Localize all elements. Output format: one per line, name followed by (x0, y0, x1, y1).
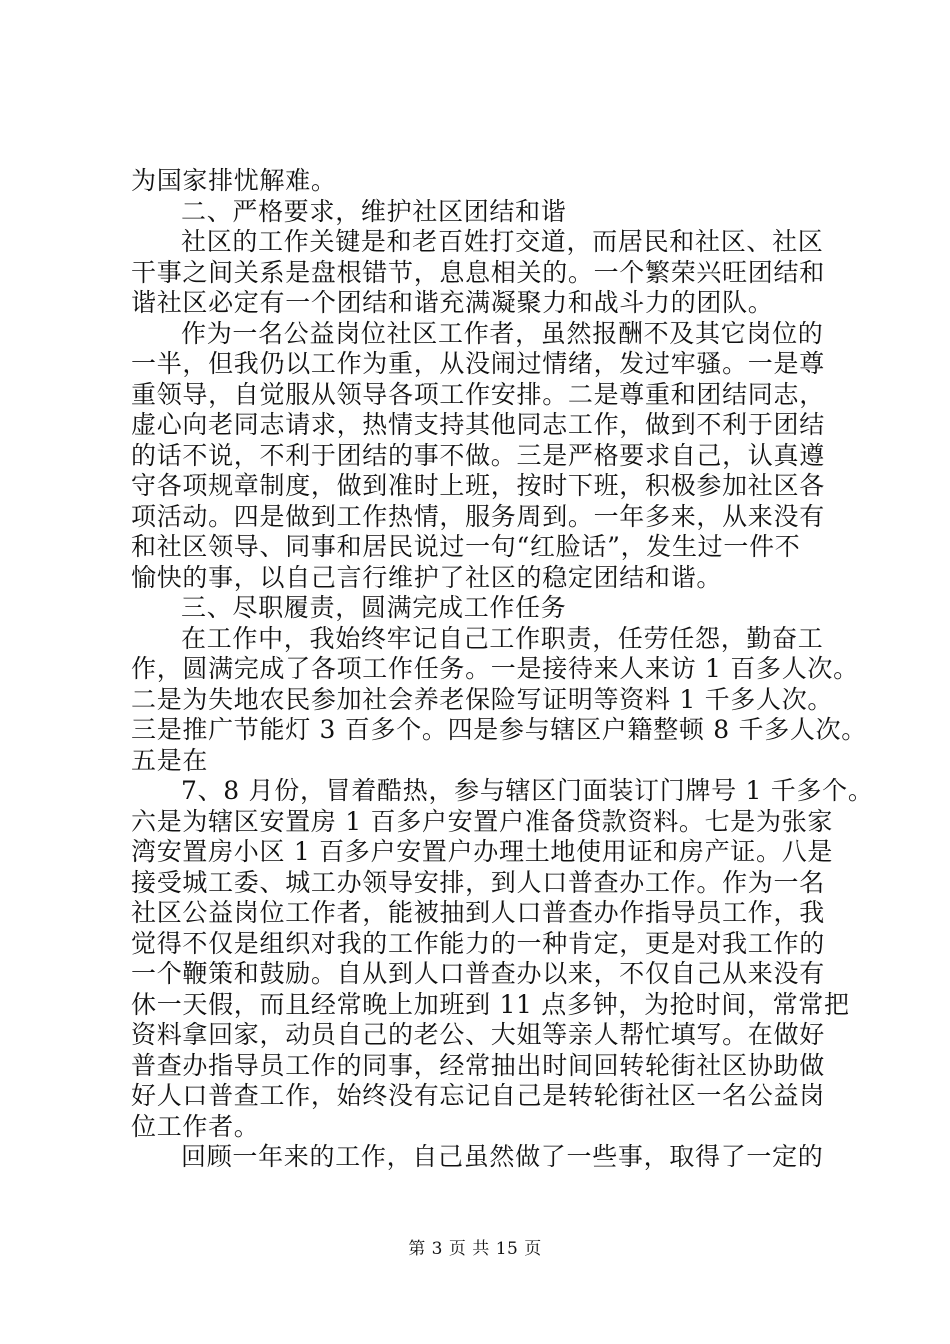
text-line: 二是为失地农民参加社会养老保险写证明等资料 1 千多人次。 (131, 684, 834, 714)
text-line: 为国家排忧解难。 (131, 166, 337, 195)
text-line: 六是为辖区安置房 1 百多户安置户准备贷款资料。七是为张家 (131, 806, 834, 836)
text-line: 项活动。四是做到工作热情，服务周到。一年多来，从来没有 (131, 501, 825, 531)
text-line: 普查办指导员工作的同事，经常抽出时间回转轮街社区协助做 (131, 1050, 825, 1080)
text-line: 回顾一年来的工作，自己虽然做了一些事，取得了一定的 (181, 1142, 824, 1171)
section-heading: 三、尽职履责，圆满完成工作任务 (181, 593, 567, 622)
text-line: 社区的工作关键是和老百姓打交道，而居民和社区、社区 (181, 227, 824, 256)
document-body (131, 166, 874, 1173)
text-line: 三是推广节能灯 3 百多个。四是参与辖区户籍整顿 8 千多人次。 (131, 715, 868, 744)
text-line: 资料拿回家，动员自己的老公、大姐等亲人帮忙填写。在做好 (131, 1020, 825, 1049)
text-line: 作，圆满完成了各项工作任务。一是接待来人来访 1 百多人次。 (131, 654, 859, 683)
text-line: 重领导，自觉服从领导各项工作安排。二是尊重和团结同志， (131, 379, 825, 409)
text-line: 好人口普查工作，始终没有忘记自己是转轮街社区一名公益岗 (131, 1081, 825, 1110)
text-line: 的话不说，不利于团结的事不做。三是严格要求自己，认真遵 (131, 440, 825, 470)
text-line: 觉得不仅是组织对我的工作能力的一种肯定，更是对我工作的 (131, 928, 825, 958)
section-heading: 二、严格要求，维护社区团结和谐 (181, 196, 567, 226)
text-line: 接受城工委、城工办领导安排，到人口普查办工作。作为一名 (131, 867, 825, 897)
text-line: 作为一名公益岗位社区工作者，虽然报酬不及其它岗位的 (181, 318, 824, 348)
text-line: 7、8 月份，冒着酷热，参与辖区门面装订门牌号 1 千多个。 (181, 776, 874, 805)
page-number-footer: 第 3 页 共 15 页 (408, 1239, 542, 1259)
text-line: 干事之间关系是盘根错节，息息相关的。一个繁荣兴旺团结和 (131, 257, 825, 287)
text-line: 位工作者。 (131, 1111, 260, 1141)
text-line: 虚心向老同志请求，热情支持其他同志工作，做到不利于团结 (131, 410, 825, 439)
text-line: 一个鞭策和鼓励。自从到人口普查办以来，不仅自己从来没有 (131, 959, 825, 988)
text-line: 一半，但我仍以工作为重，从没闹过情绪，发过牢骚。一是尊 (131, 349, 825, 378)
text-line: 五是在 (131, 745, 209, 775)
text-line: 守各项规章制度，做到准时上班，按时下班，积极参加社区各 (131, 471, 825, 500)
text-line: 在工作中，我始终牢记自己工作职责，任劳任怨，勤奋工 (181, 623, 824, 653)
text-line: 湾安置房小区 1 百多户安置户办理土地使用证和房产证。八是 (131, 837, 834, 866)
text-line: 谐社区必定有一个团结和谐充满凝聚力和战斗力的团队。 (131, 288, 774, 317)
text-line: 社区公益岗位工作者，能被抽到人口普查办作指导员工作，我 (131, 898, 825, 927)
text-line: 愉快的事，以自己言行维护了社区的稳定团结和谐。 (131, 562, 723, 592)
text-line: 休一天假，而且经常晚上加班到 11 点多钟，为抢时间，常常把 (131, 989, 850, 1019)
text-line: 和社区领导、同事和居民说过一句“红脸话”，发生过一件不 (131, 532, 801, 561)
